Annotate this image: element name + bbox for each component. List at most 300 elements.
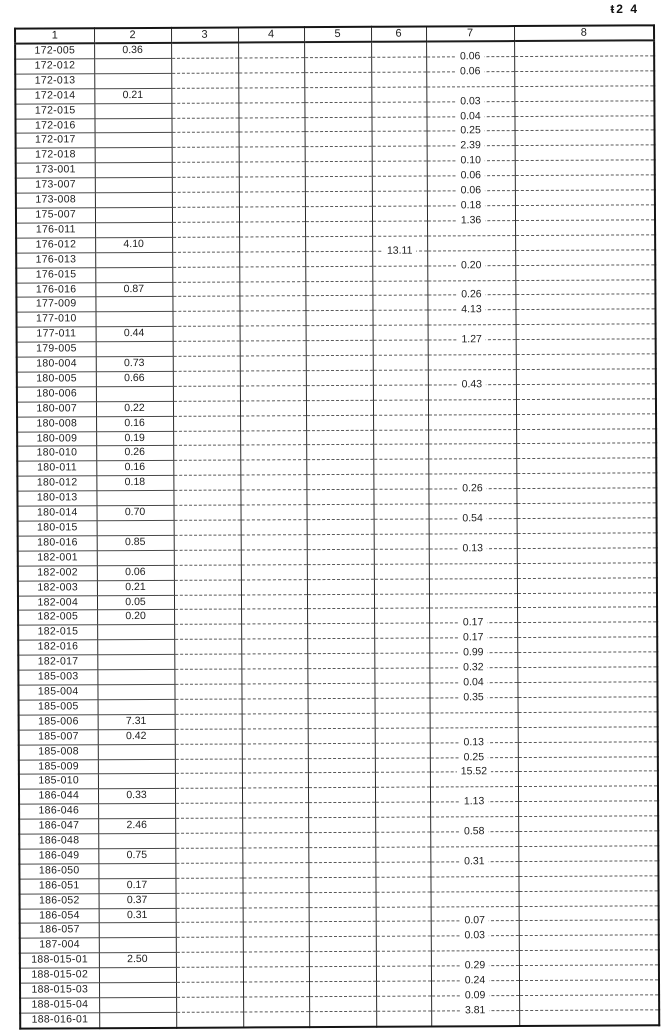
row-id-cell: 180-004 (17, 357, 96, 372)
value-cell: 0.66 (96, 371, 173, 386)
row-id-cell: 182-002 (18, 565, 97, 580)
value-cell: 0.42 (98, 729, 175, 744)
value-cell (172, 147, 239, 162)
value-cell (515, 294, 655, 310)
raised-value: 0.24 (461, 974, 489, 986)
value-cell (95, 312, 172, 327)
value-cell (515, 130, 655, 146)
value-cell (515, 250, 655, 266)
value-cell (307, 534, 374, 549)
value-cell (371, 102, 426, 117)
value-cell (373, 355, 428, 370)
value-cell (242, 877, 308, 892)
row-id-cell: 187-004 (20, 938, 99, 953)
column-header-4: 4 (238, 27, 304, 42)
value-cell: 0.16 (96, 461, 173, 476)
row-id-cell: 188-015-03 (20, 983, 99, 998)
value-cell (95, 267, 172, 282)
value-cell (304, 102, 371, 117)
value-cell (375, 713, 430, 728)
value-cell (430, 691, 518, 712)
scanned-table-region (14, 24, 658, 1029)
value-cell (428, 399, 516, 414)
value-cell (519, 1010, 659, 1026)
raised-value: 0.03 (456, 95, 484, 107)
value-cell (514, 71, 654, 87)
value-cell (373, 474, 428, 489)
value-cell (307, 609, 374, 624)
value-cell (241, 549, 307, 564)
raised-value: 0.06 (456, 50, 484, 62)
value-cell (174, 520, 241, 535)
row-id-cell: 182-015 (18, 625, 97, 640)
value-cell (516, 443, 656, 459)
value-cell (174, 669, 241, 684)
value-cell (95, 133, 172, 148)
row-id-cell: 185-008 (19, 744, 98, 759)
value-cell: 0.75 (98, 848, 175, 863)
value-cell (175, 818, 242, 833)
value-cell (242, 848, 308, 863)
column-header-3: 3 (171, 28, 238, 43)
value-cell (241, 609, 307, 624)
value-cell (519, 890, 659, 906)
raised-value: 0.10 (456, 154, 484, 166)
value-cell (305, 311, 372, 326)
value-cell (516, 354, 656, 370)
value-cell (307, 639, 374, 654)
value-cell (515, 264, 655, 280)
value-cell (376, 981, 431, 996)
value-cell (171, 118, 238, 133)
value-cell (239, 162, 305, 177)
raised-value: 0.07 (460, 915, 488, 927)
value-cell (516, 324, 656, 340)
value-cell (172, 207, 239, 222)
value-cell (174, 580, 241, 595)
value-cell (173, 326, 240, 341)
value-cell (96, 491, 173, 506)
row-id-cell: 172-016 (15, 118, 94, 133)
value-cell (376, 1011, 431, 1027)
value-cell (309, 966, 376, 981)
value-cell (243, 982, 309, 997)
value-cell (308, 877, 375, 892)
value-cell (307, 579, 374, 594)
value-cell (519, 950, 659, 966)
value-cell (430, 876, 518, 891)
value-cell (98, 863, 175, 878)
value-cell (242, 803, 308, 818)
value-cell (239, 222, 305, 237)
value-cell (429, 578, 517, 593)
row-id-cell: 186-050 (19, 864, 98, 879)
value-cell (307, 519, 374, 534)
value-cell (99, 968, 176, 983)
value-cell (307, 594, 374, 609)
value-cell (517, 533, 657, 549)
value-cell (239, 281, 305, 296)
value-cell (375, 832, 430, 847)
value-cell (374, 653, 429, 668)
value-cell (98, 759, 175, 774)
value-cell (239, 266, 305, 281)
value-cell (243, 967, 309, 982)
value-cell (172, 237, 239, 252)
value-cell (431, 891, 519, 906)
value-cell (305, 132, 372, 147)
value-cell (176, 893, 243, 908)
raised-value: 0.43 (458, 378, 486, 390)
value-cell (430, 765, 518, 787)
value-cell (309, 981, 376, 996)
value-cell (372, 176, 427, 191)
value-cell: 2.46 (98, 818, 175, 833)
value-cell (517, 667, 657, 683)
table-row (20, 1010, 659, 1029)
value-cell (371, 57, 426, 72)
row-id-cell: 186-048 (19, 834, 98, 849)
row-id-cell: 188-015-02 (20, 968, 99, 983)
value-cell (427, 214, 515, 235)
value-cell (375, 862, 430, 877)
value-cell (516, 384, 656, 400)
value-cell (517, 622, 657, 638)
row-id-cell: 188-016-01 (20, 1013, 99, 1029)
value-cell (307, 683, 374, 698)
value-cell (243, 997, 309, 1012)
value-cell (305, 147, 372, 162)
value-cell (176, 1012, 243, 1028)
value-cell (174, 654, 241, 669)
value-cell (304, 42, 371, 58)
value-cell: 0.26 (96, 446, 173, 461)
value-cell (517, 652, 657, 668)
row-id-cell: 180-007 (17, 401, 96, 416)
value-cell (238, 87, 304, 102)
value-cell (374, 534, 429, 549)
value-cell (430, 795, 518, 817)
value-cell (176, 908, 243, 923)
table-body (15, 40, 659, 1028)
value-cell (306, 445, 373, 460)
value-cell (239, 192, 305, 207)
value-cell (428, 333, 516, 355)
value-cell (430, 712, 518, 727)
value-cell (99, 1012, 176, 1028)
value-cell (175, 758, 242, 773)
column-header-5: 5 (304, 27, 371, 42)
value-cell (372, 206, 427, 221)
value-cell (240, 415, 306, 430)
value-cell (99, 982, 176, 997)
value-cell: 0.21 (97, 580, 174, 595)
value-cell (518, 876, 658, 892)
value-cell (374, 668, 429, 683)
value-cell (304, 57, 371, 72)
value-cell (305, 236, 372, 251)
value-cell (239, 311, 305, 326)
value-cell (304, 117, 371, 132)
value-cell (309, 1011, 376, 1027)
value-cell (240, 400, 306, 415)
value-cell (307, 653, 374, 668)
value-cell (376, 936, 431, 951)
row-id-cell: 186-051 (19, 878, 98, 893)
value-cell (371, 72, 426, 87)
row-id-cell: 182-001 (18, 551, 97, 566)
value-cell (428, 414, 516, 429)
page-corner-label: ŧ2 4 (610, 2, 639, 16)
value-cell (429, 593, 517, 608)
value-cell (242, 788, 308, 803)
value-cell (96, 386, 173, 401)
value-cell (97, 654, 174, 669)
value-cell (428, 429, 516, 444)
value-cell (240, 490, 306, 505)
row-id-cell: 173-001 (16, 163, 95, 178)
value-cell (176, 997, 243, 1012)
value-cell (373, 430, 428, 445)
value-cell (172, 311, 239, 326)
value-cell (375, 728, 430, 743)
value-cell: 0.17 (98, 878, 175, 893)
value-cell (238, 42, 304, 58)
value-cell: 0.06 (97, 565, 174, 580)
value-cell (308, 803, 375, 818)
row-id-cell: 182-017 (18, 655, 97, 670)
value-cell (375, 787, 430, 802)
value-cell (173, 431, 240, 446)
value-cell: 0.73 (96, 356, 173, 371)
value-cell (518, 756, 658, 772)
value-cell (241, 564, 307, 579)
value-cell (518, 831, 658, 847)
raised-value: 1.27 (457, 333, 485, 345)
value-cell (175, 788, 242, 803)
value-cell (172, 252, 239, 267)
value-cell (240, 430, 306, 445)
raised-value: 0.04 (459, 676, 487, 688)
value-cell (308, 817, 375, 832)
value-cell (374, 608, 429, 623)
value-cell (240, 371, 306, 386)
value-cell (373, 385, 428, 400)
value-cell (371, 87, 426, 102)
row-id-cell: 172-014 (15, 88, 94, 103)
value-cell (308, 788, 375, 803)
value-cell (427, 303, 515, 325)
value-cell (242, 773, 308, 788)
column-header-7: 7 (426, 26, 514, 41)
value-cell (372, 295, 427, 310)
row-id-cell: 172-018 (16, 148, 95, 163)
value-cell (516, 458, 656, 474)
value-cell (515, 160, 655, 176)
value-cell: 0.31 (99, 908, 176, 923)
value-cell (372, 131, 427, 146)
value-cell (517, 577, 657, 593)
value-cell (97, 669, 174, 684)
value-cell (240, 385, 306, 400)
value-cell (308, 698, 375, 713)
value-cell (308, 743, 375, 758)
value-cell (95, 163, 172, 178)
value-cell (373, 489, 428, 504)
column-header-8: 8 (514, 25, 654, 41)
value-cell (174, 684, 241, 699)
raised-value: 0.13 (458, 542, 486, 554)
value-cell (372, 191, 427, 206)
value-cell (242, 743, 308, 758)
raised-value: 15.52 (457, 766, 491, 778)
value-cell (373, 444, 428, 459)
value-cell (374, 549, 429, 564)
value-cell (242, 758, 308, 773)
raised-value: 0.29 (461, 959, 489, 971)
value-cell (517, 637, 657, 653)
value-cell (304, 72, 371, 87)
value-cell (173, 371, 240, 386)
raised-value: 0.17 (459, 617, 487, 629)
value-cell (428, 459, 516, 474)
column-header-6: 6 (371, 27, 426, 42)
raised-value: 0.13 (460, 736, 488, 748)
value-cell (309, 952, 376, 967)
row-id-cell: 186-046 (19, 804, 98, 819)
value-cell: 0.21 (94, 88, 171, 103)
value-cell (372, 310, 427, 325)
value-cell (241, 684, 307, 699)
value-cell: 2.50 (99, 953, 176, 968)
value-cell (174, 565, 241, 580)
value-cell (376, 996, 431, 1011)
value-cell (174, 505, 241, 520)
value-cell (175, 744, 242, 759)
row-id-cell: 172-005 (15, 43, 94, 59)
value-cell (376, 951, 431, 966)
value-cell (375, 698, 430, 713)
value-cell (518, 816, 658, 832)
value-cell (515, 145, 655, 161)
row-id-cell: 185-004 (18, 685, 97, 700)
value-cell (175, 833, 242, 848)
raised-value: 0.58 (460, 825, 488, 837)
value-cell: 0.20 (97, 610, 174, 625)
value-cell: 0.37 (99, 893, 176, 908)
row-id-cell: 180-014 (18, 506, 97, 521)
value-cell (373, 340, 428, 355)
row-id-cell: 182-003 (18, 580, 97, 595)
value-cell (99, 923, 176, 938)
value-cell (372, 281, 427, 296)
value-cell (372, 221, 427, 236)
value-cell (514, 86, 654, 102)
value-cell (426, 65, 514, 86)
value-cell (97, 520, 174, 535)
value-cell (307, 564, 374, 579)
value-cell (305, 176, 372, 191)
value-cell (372, 244, 427, 266)
value-cell (175, 863, 242, 878)
value-cell (373, 415, 428, 430)
value-cell (173, 475, 240, 490)
value-cell (95, 252, 172, 267)
value-cell (242, 818, 308, 833)
value-cell (519, 920, 659, 936)
value-cell (518, 712, 658, 728)
row-id-cell: 186-044 (19, 789, 98, 804)
value-cell (241, 639, 307, 654)
value-cell (518, 726, 658, 742)
value-cell (519, 935, 659, 951)
value-cell (95, 148, 172, 163)
row-id-cell: 177-011 (17, 327, 96, 342)
value-cell (239, 132, 305, 147)
value-cell (173, 445, 240, 460)
row-id-cell: 185-003 (18, 670, 97, 685)
value-cell: 0.44 (96, 327, 173, 342)
column-header-2: 2 (94, 28, 171, 43)
value-cell (173, 490, 240, 505)
value-cell (94, 73, 171, 88)
value-cell (515, 309, 655, 325)
value-cell (98, 699, 175, 714)
value-cell (375, 758, 430, 773)
row-id-cell: 172-012 (15, 59, 94, 74)
value-cell (306, 415, 373, 430)
value-cell (238, 102, 304, 117)
value-cell: 4.10 (95, 237, 172, 252)
row-id-cell: 172-015 (15, 103, 94, 118)
raised-value: 0.26 (458, 482, 486, 494)
value-cell: 0.18 (96, 476, 173, 491)
value-cell (95, 222, 172, 237)
value-cell (518, 786, 658, 802)
raised-value: 0.06 (457, 169, 485, 181)
raised-value: 0.09 (461, 989, 489, 1001)
value-cell (309, 907, 376, 922)
value-cell (242, 699, 308, 714)
value-cell: 0.19 (96, 431, 173, 446)
value-cell: 0.33 (98, 789, 175, 804)
row-id-cell: 186-049 (19, 849, 98, 864)
value-cell (240, 356, 306, 371)
value-cell (173, 460, 240, 475)
raised-value: 3.81 (461, 1004, 489, 1016)
value-cell (97, 625, 174, 640)
value-cell (243, 952, 309, 967)
value-cell (174, 595, 241, 610)
value-cell (241, 594, 307, 609)
value-cell (174, 639, 241, 654)
raised-value: 0.31 (460, 855, 488, 867)
value-cell: 0.87 (95, 282, 172, 297)
value-cell (240, 341, 306, 356)
value-cell (374, 683, 429, 698)
value-cell (173, 416, 240, 431)
value-cell (427, 235, 515, 250)
value-cell (308, 832, 375, 847)
row-id-cell: 182-016 (18, 640, 97, 655)
value-cell (518, 801, 658, 817)
value-cell (306, 489, 373, 504)
value-cell (241, 535, 307, 550)
value-cell: 0.36 (94, 43, 171, 59)
value-cell (516, 413, 656, 429)
value-cell (175, 878, 242, 893)
raised-value: 0.03 (461, 930, 489, 942)
